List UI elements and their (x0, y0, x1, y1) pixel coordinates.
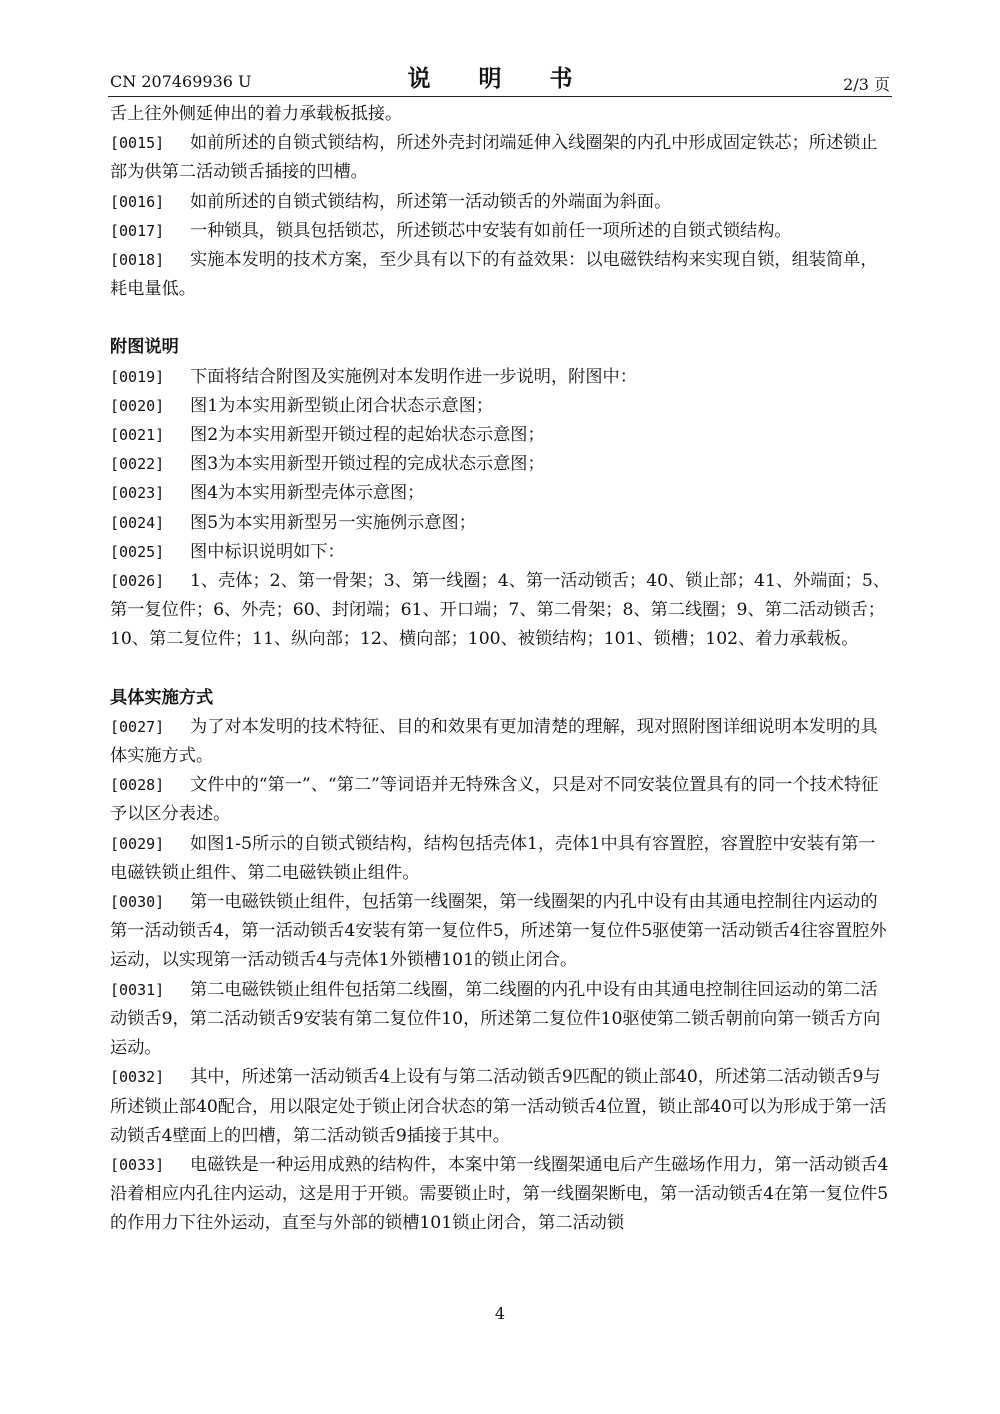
paragraph-number: [0015] (110, 134, 165, 153)
document-number: CN 207469936 U (110, 72, 252, 91)
paragraph-number: [0030] (110, 893, 165, 912)
paragraph-text: 为了对本发明的技术特征、目的和效果有更加清楚的理解，现对照附图详细说明本发明的具体实施方式。 (110, 716, 878, 767)
paragraph-number: [0026] (110, 572, 165, 591)
page-header (110, 58, 890, 96)
paragraph-number: [0016] (110, 192, 165, 211)
paragraph (110, 976, 890, 1064)
paragraph-text: 图3为本实用新型开锁过程的完成状态示意图； (190, 454, 545, 475)
paragraph-text: 下面将结合附图及实施例对本发明作进一步说明，附图中： (190, 366, 637, 387)
paragraph-text: 如前所述的自锁式锁结构，所述第一活动锁舌的外端面为斜面。 (190, 191, 672, 212)
section-heading-embodiment: 具体实施方式 (110, 687, 214, 708)
paragraph-number: [0017] (110, 221, 165, 240)
paragraph (110, 188, 890, 217)
paragraph (110, 771, 890, 829)
paragraph-number: [0028] (110, 776, 165, 795)
paragraph-number: [0031] (110, 980, 165, 999)
paragraph-number: [0033] (110, 1155, 165, 1174)
paragraph (110, 509, 890, 538)
paragraph-text: 第二电磁铁锁止组件包括第二线圈，第二线圈的内孔中设有由其通电控制往回运动的第二活动锁舌9，第二活动锁舌9安装有第二复位件10，所述第二复位件10驱使第二锁舌朝前向第一锁舌方向运动。 (110, 979, 881, 1059)
header-divider (108, 96, 892, 97)
paragraph-text: 1、壳体；2、第一骨架；3、第一线圈；4、第一活动锁舌；40、锁止部；41、外端面；5、第一复位件；6、外壳；60、封闭端；61、开口端；7、第二骨架；8、第二线圈；9、第二活动锁舌；10、第二复位件；11、纵向部；12、横向部；100、被锁结构；101、锁槽；102、着力承载板。 (110, 571, 890, 650)
paragraph: 舌上往外侧延伸出的着力承载板抵接。 (110, 104, 403, 124)
paragraph-number: [0029] (110, 834, 165, 853)
paragraph (110, 246, 890, 304)
paragraph (110, 450, 890, 479)
paragraph-number: [0022] (110, 455, 165, 474)
paragraph-number: [0021] (110, 426, 165, 445)
paragraph (110, 217, 890, 246)
paragraph (110, 1151, 890, 1239)
paragraph-text: 图中标识说明如下： (190, 541, 345, 562)
paragraph-text: 图4为本实用新型壳体示意图； (190, 483, 425, 504)
paragraph-number: [0018] (110, 251, 165, 270)
paragraph-text: 如前所述的自锁式锁结构，所述外壳封闭端延伸入线圈架的内孔中形成固定铁芯；所述锁止部为供第二活动锁舌插接的凹槽。 (110, 133, 878, 183)
paragraph-text: 实施本发明的技术方案，至少具有以下的有益效果：以电磁铁结构来实现自锁，组装简单，耗电量低。 (110, 250, 878, 300)
paragraph-number: [0027] (110, 717, 165, 736)
paragraph-text: 图2为本实用新型开锁过程的起始状态示意图； (190, 425, 545, 446)
paragraph (110, 479, 890, 508)
paragraph-text: 文件中的“第一”、“第二”等词语并无特殊含义，只是对不同安装位置具有的同一个技术特征予以区分表述。 (110, 775, 879, 825)
paragraph-text: 电磁铁是一种运用成熟的结构件，本案中第一线圈架通电后产生磁场作用力，第一活动锁舌4沿着相应内孔往内运动，这是用于开锁。需要锁止时，第一线圈架断电，第一活动锁舌4在第一复位件5的作用力下往外运动，直至与外部的锁槽101锁止闭合，第二活动锁 (110, 1154, 889, 1234)
paragraph-text: 图1为本实用新型锁止闭合状态示意图； (190, 395, 494, 416)
paragraph-number: [0024] (110, 513, 165, 532)
page-counter: 2/3 页 (843, 75, 890, 94)
document-body (110, 100, 890, 1239)
paragraph (110, 129, 890, 187)
paragraph-number: [0025] (110, 542, 165, 561)
paragraph (110, 363, 890, 392)
paragraph (110, 1063, 890, 1151)
paragraph (110, 392, 890, 421)
paragraph-text: 其中，所述第一活动锁舌4上设有与第二活动锁舌9匹配的锁止部40，所述第二活动锁舌9与所述锁止部40配合，用以限定处于锁止闭合状态的第一活动锁舌4位置，锁止部40可以为形成于第一活动锁舌4壁面上的凹槽，第二活动锁舌9插接于其中。 (110, 1067, 887, 1146)
paragraph-number: [0032] (110, 1068, 165, 1087)
page-number: 4 (494, 1304, 506, 1323)
document-title: 说 明 书 (407, 66, 593, 92)
paragraph-number: [0019] (110, 367, 165, 386)
paragraph (110, 567, 890, 655)
paragraph (110, 713, 890, 771)
paragraph-text: 一种锁具，锁具包括锁芯，所述锁芯中安装有如前任一项所述的自锁式锁结构。 (190, 220, 792, 241)
section-heading-figures: 附图说明 (110, 337, 179, 358)
paragraph (110, 538, 890, 567)
paragraph (110, 421, 890, 450)
paragraph-text: 如图1-5所示的自锁式锁结构，结构包括壳体1，壳体1中具有容置腔，容置腔中安装有第一电磁铁锁止组件、第二电磁铁锁止组件。 (110, 833, 876, 883)
paragraph-text: 第一电磁铁锁止组件，包括第一线圈架，第一线圈架的内孔中设有由其通电控制往内运动的第一活动锁舌4，第一活动锁舌4安装有第一复位件5，所述第一复位件5驱使第一活动锁舌4往容置腔外运动，以实现第一活动锁舌4与壳体1外锁槽101的锁止闭合。 (110, 892, 887, 971)
paragraph (110, 830, 890, 888)
paragraph-number: [0023] (110, 484, 165, 503)
paragraph (110, 888, 890, 976)
paragraph-text: 图5为本实用新型另一实施例示意图； (190, 512, 476, 533)
paragraph-number: [0020] (110, 396, 165, 415)
